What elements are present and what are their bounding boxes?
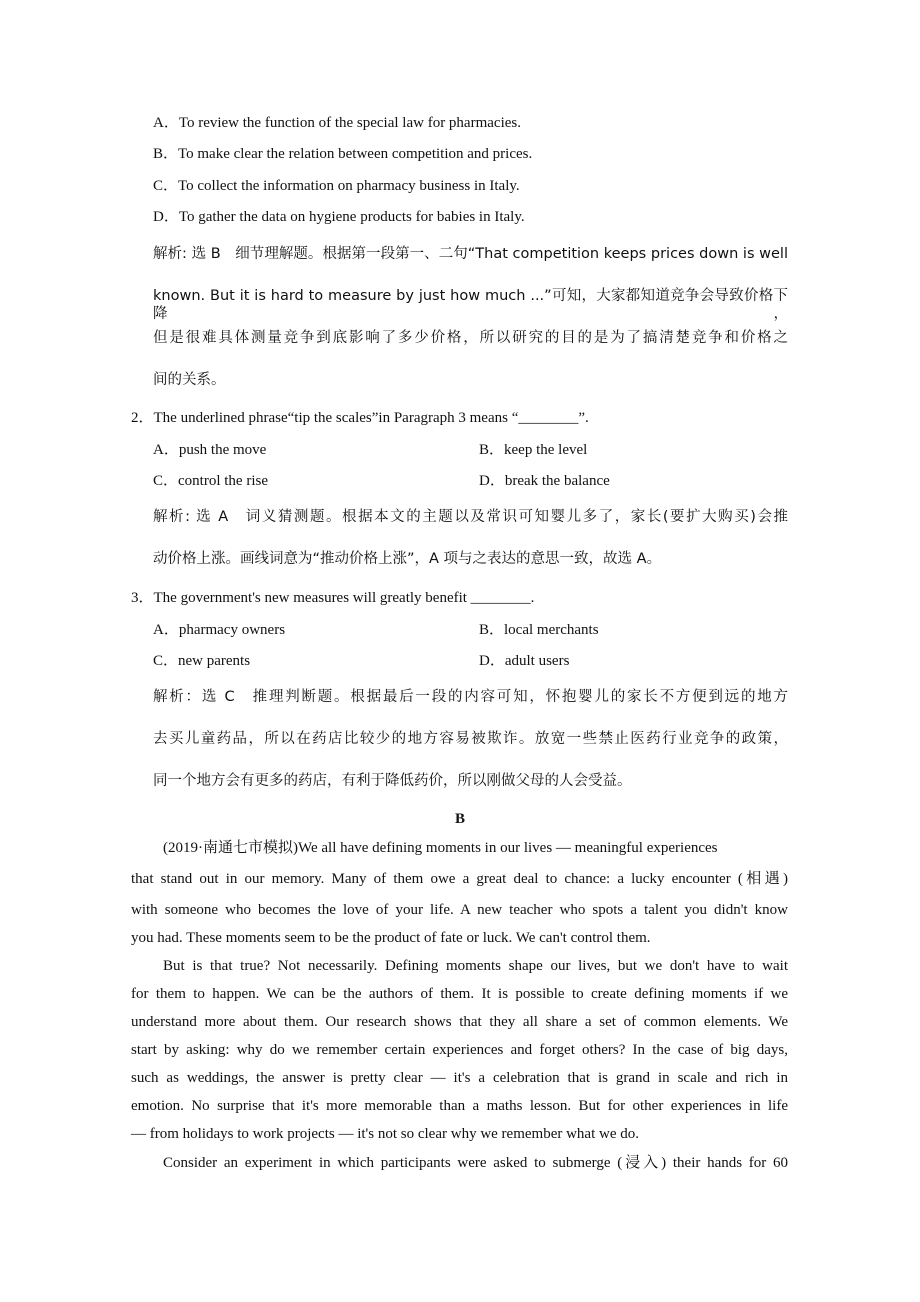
passage-line: for them to happen. We can be the authors of them. It is possible to create defining moments if we (131, 986, 788, 1002)
passage-line: But is that true? Not necessarily. Defining moments shape our lives, but we don't have to wait (163, 958, 788, 974)
q1-analysis-line: 但是很难具体测量竞争到底影响了多少价格，所以研究的目的是为了搞清楚竞争和价格之 (153, 330, 788, 346)
q1-option-c: C．To collect the information on pharmacy business in Italy. (153, 178, 520, 194)
passage-line (163, 839, 788, 857)
q1-option-b: B．To make clear the relation between competition and prices. (153, 146, 533, 162)
passage-source: (2019·南通七市模拟) (163, 840, 298, 856)
passage-line: such as weddings, the answer is pretty clear — it's a celebration that is grand in scale and rich in (131, 1070, 788, 1086)
passage-line: understand more about them. Our research shows that they all share a set of common elements. We (131, 1014, 788, 1030)
section-heading: B (454, 811, 465, 827)
q3-analysis-line: 解析：选 C 推理判断题。根据最后一段的内容可知，怀抱婴儿的家长不方便到远的地方 (153, 689, 788, 705)
q3-option-b: B．local merchants (479, 622, 599, 638)
q2-option-b: B．keep the level (479, 442, 588, 458)
passage-line: that stand out in our memory. Many of them owe a great deal to chance: a lucky encounter (相遇) (131, 871, 788, 887)
passage-text: We all have defining moments in our lives — meaningful experiences (298, 840, 718, 856)
q2-analysis-line: 动价格上涨。画线词意为“推动价格上涨”，A 项与之表达的意思一致，故选 A。 (153, 551, 662, 567)
q3-option-c: C．new parents (153, 653, 251, 669)
q2-option-d: D．break the balance (479, 473, 610, 489)
q1-option-d: D．To gather the data on hygiene products for babies in Italy. (153, 209, 525, 225)
passage-line: you had. These moments seem to be the product of fate or luck. We can't control them. (131, 930, 651, 946)
q3-analysis-line: 同一个地方会有更多的药店，有利于降低药价，所以刚做父母的人会受益。 (153, 773, 632, 789)
q2-option-c: C．control the rise (153, 473, 268, 489)
q1-analysis-line: 解析: 选 B 细节理解题。根据第一段第一、二句“That competition keeps prices down is well (153, 246, 788, 262)
q3-analysis-line: 去买儿童药品，所以在药店比较少的地方容易被欺诈。放宽一些禁止医药行业竞争的政策， (153, 731, 788, 747)
passage-line: start by asking: why do we remember certain experiences and forget others? In the case of big days, (131, 1042, 788, 1058)
q3-option-d: D．adult users (479, 653, 570, 669)
q3-stem: 3．The government's new measures will greatly benefit ________. (131, 590, 535, 606)
q1-analysis-line: 间的关系。 (153, 372, 226, 388)
q3-option-a: A．pharmacy owners (153, 622, 286, 638)
passage-line: emotion. No surprise that it's more memorable than a maths lesson. But for other experiences in life (131, 1098, 788, 1114)
q1-option-a: A．To review the function of the special law for pharmacies. (153, 115, 521, 131)
q2-option-a: A．push the move (153, 442, 267, 458)
passage-line: Consider an experiment in which participants were asked to submerge (浸入) their hands for 60 (163, 1155, 788, 1171)
q2-analysis-line: 解析: 选 A 词义猜测题。根据本文的主题以及常识可知婴儿多了，家长(要扩大购买)会推 (153, 509, 788, 525)
q2-stem: 2．The underlined phrase“tip the scales”in Paragraph 3 means “________”. (131, 410, 589, 426)
q1-analysis-line: known. But it is hard to measure by just how much ...”可知，大家都知道竞争会导致价格下降， (153, 288, 788, 322)
passage-line: — from holidays to work projects — it's not so clear why we remember what we do. (131, 1126, 640, 1142)
passage-line: with someone who becomes the love of your life. A new teacher who spots a talent you didn't know (131, 902, 788, 918)
